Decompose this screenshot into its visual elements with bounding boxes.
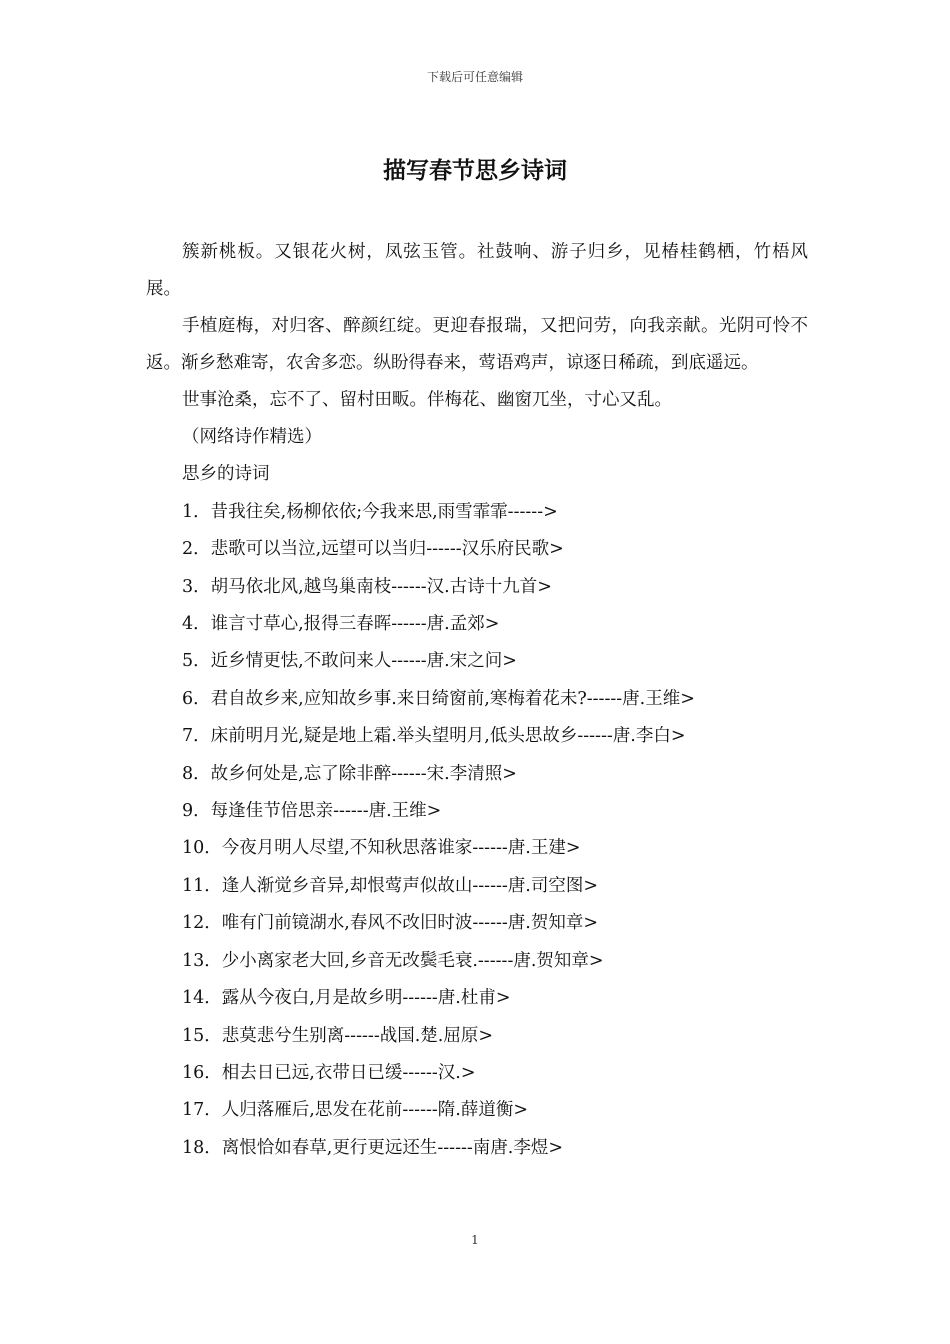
poem-list-item: 3．胡马依北风,越鸟巢南枝------汉.古诗十九首> bbox=[182, 576, 552, 597]
paragraph: 世事沧桑，忘不了、留村田畈。伴梅花、幽窗兀坐，寸心又乱。 bbox=[182, 390, 672, 410]
page-title: 描写春节思乡诗词 bbox=[383, 158, 567, 184]
poem-list-item: 14．露从今夜白,月是故乡明------唐.杜甫> bbox=[182, 988, 511, 1009]
page-number: 1 bbox=[471, 1233, 479, 1247]
poem-list-item: 16．相去日已远,衣带日已缓------汉.> bbox=[182, 1062, 476, 1083]
poem-list-item: 10．今夜月明人尽望,不知秋思落谁家------唐.王建> bbox=[182, 838, 581, 859]
section-heading: 思乡的诗词 bbox=[182, 464, 270, 485]
poem-list-item: 4．谁言寸草心,报得三春晖------唐.孟郊> bbox=[182, 614, 500, 635]
document-body bbox=[146, 234, 808, 1167]
poem-list-item: 18．离恨恰如春草,更行更远还生------南唐.李煜> bbox=[182, 1137, 564, 1158]
paragraph: 簇新桃板。又银花火树，凤弦玉管。社鼓响、游子归乡，见椿桂鹤栖，竹梧风展。 bbox=[146, 242, 808, 299]
paragraph: 手植庭梅，对归客、醉颜红绽。更迎春报瑞，又把问劳，向我亲献。光阴可怜不返。渐乡愁难寄，农舍多恋。纵盼得春来，莺语鸡声，谅逐日稀疏，到底遥远。 bbox=[146, 316, 808, 373]
poem-list-item: 9．每逢佳节倍思亲------唐.王维> bbox=[182, 801, 442, 822]
poem-list-item: 11．逢人渐觉乡音异,却恨莺声似故山------唐.司空图> bbox=[182, 875, 599, 896]
poem-list-item: 7．床前明月光,疑是地上霜.举头望明月,低头思故乡------唐.李白> bbox=[182, 726, 686, 747]
page-header-note: 下载后可任意编辑 bbox=[426, 70, 523, 84]
poem-list-item: 1．昔我往矣,杨柳依依;今我来思,雨雪霏霏------> bbox=[182, 501, 558, 522]
poem-list-item: 15．悲莫悲兮生别离------战国.楚.屈原> bbox=[182, 1025, 494, 1046]
poem-list-item: 8．故乡何处是,忘了除非醉------宋.李清照> bbox=[182, 763, 517, 784]
poem-list bbox=[146, 494, 808, 1167]
poem-list-item: 2．悲歌可以当泣,远望可以当归------汉乐府民歌> bbox=[182, 539, 564, 560]
source-note: （网络诗作精选） bbox=[182, 427, 322, 447]
poem-list-item: 12．唯有门前镜湖水,春风不改旧时波------唐.贺知章> bbox=[182, 913, 599, 934]
poem-list-item: 13．少小离家老大回,乡音无改鬓毛衰.------唐.贺知章> bbox=[182, 950, 604, 971]
poem-list-item: 17．人归落雁后,思发在花前------隋.薛道衡> bbox=[182, 1100, 529, 1121]
poem-list-item: 5．近乡情更怯,不敢问来人------唐.宋之问> bbox=[182, 651, 517, 672]
poem-list-item: 6．君自故乡来,应知故乡事.来日绮窗前,寒梅着花未?------唐.王维> bbox=[182, 688, 695, 709]
